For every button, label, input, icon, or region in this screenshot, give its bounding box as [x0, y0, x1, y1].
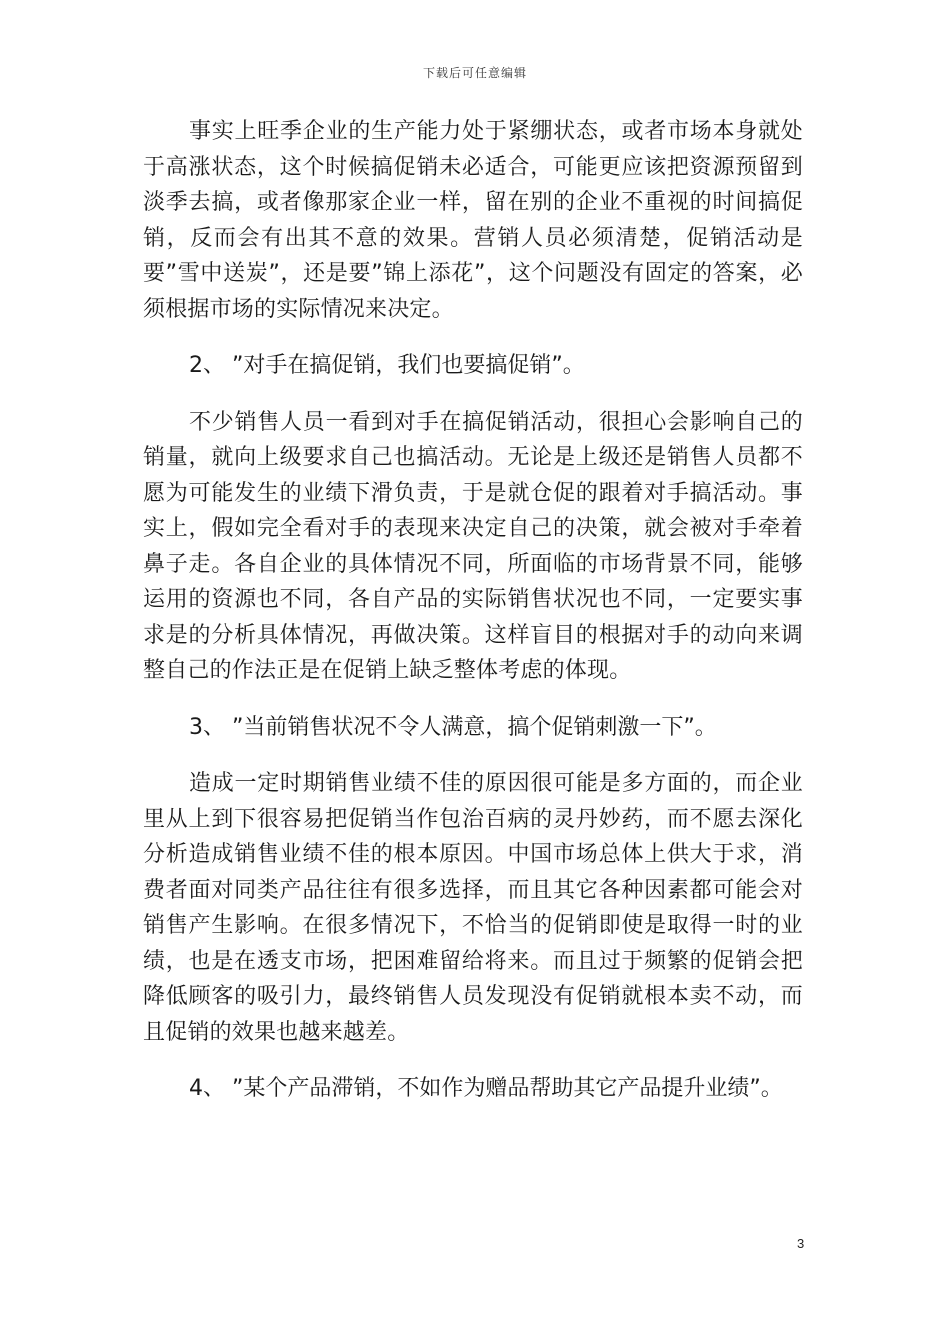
document-body: [143, 114, 803, 1128]
paragraph-1: 事实上旺季企业的生产能力处于紧绷状态，或者市场本身就处于高涨状态，这个时候搞促销未必适合，可能更应该把资源预留到淡季去搞，或者像那家企业一样，留在别的企业不重视的时间搞促销，反而会有出其不意的效果。营销人员必须清楚，促销活动是要”雪中送炭”，还是要”锦上添花”，这个问题没有固定的答案，必须根据市场的实际情况来决定。: [143, 119, 803, 322]
section-heading-3: 3、 ”当前销售状况不令人满意，搞个促销刺激一下”。: [189, 714, 717, 740]
page-header: 下载后可任意编辑: [422, 66, 527, 80]
section-heading-2: 2、 ”对手在搞促销，我们也要搞促销”。: [189, 353, 585, 378]
page-number: 3: [797, 1236, 805, 1251]
paragraph-2: 不少销售人员一看到对手在搞促销活动，很担心会影响自己的销量，就向上级要求自己也搞活动。无论是上级还是销售人员都不愿为可能发生的业绩下滑负责，于是就仓促的跟着对手搞活动。事实上，假如完全看对手的表现来决定自己的决策，就会被对手牵着鼻子走。各自企业的具体情况不同，所面临的市场背景不同，能够运用的资源也不同，各自产品的实际销售状况也不同，一定要实事求是的分析具体情况，再做决策。这样盲目的根据对手的动向来调整自己的作法正是在促销上缺乏整体考虑的体现。: [143, 409, 803, 683]
section-heading-4: 4、 ”某个产品滞销，不如作为赠品帮助其它产品提升业绩”。: [189, 1076, 783, 1101]
paragraph-3: 造成一定时期销售业绩不佳的原因很可能是多方面的，而企业里从上到下很容易把促销当作包治百病的灵丹妙药，而不愿去深化分析造成销售业绩不佳的根本原因。中国市场总体上供大于求，消费者面对同类产品往往有很多选择，而且其它各种因素都可能会对销售产生影响。在很多情况下，不恰当的促销即使是取得一时的业绩，也是在透支市场，把困难留给将来。而且过于频繁的促销会把降低顾客的吸引力，最终销售人员发现没有促销就根本卖不动，而且促销的效果也越来越差。: [143, 771, 803, 1045]
